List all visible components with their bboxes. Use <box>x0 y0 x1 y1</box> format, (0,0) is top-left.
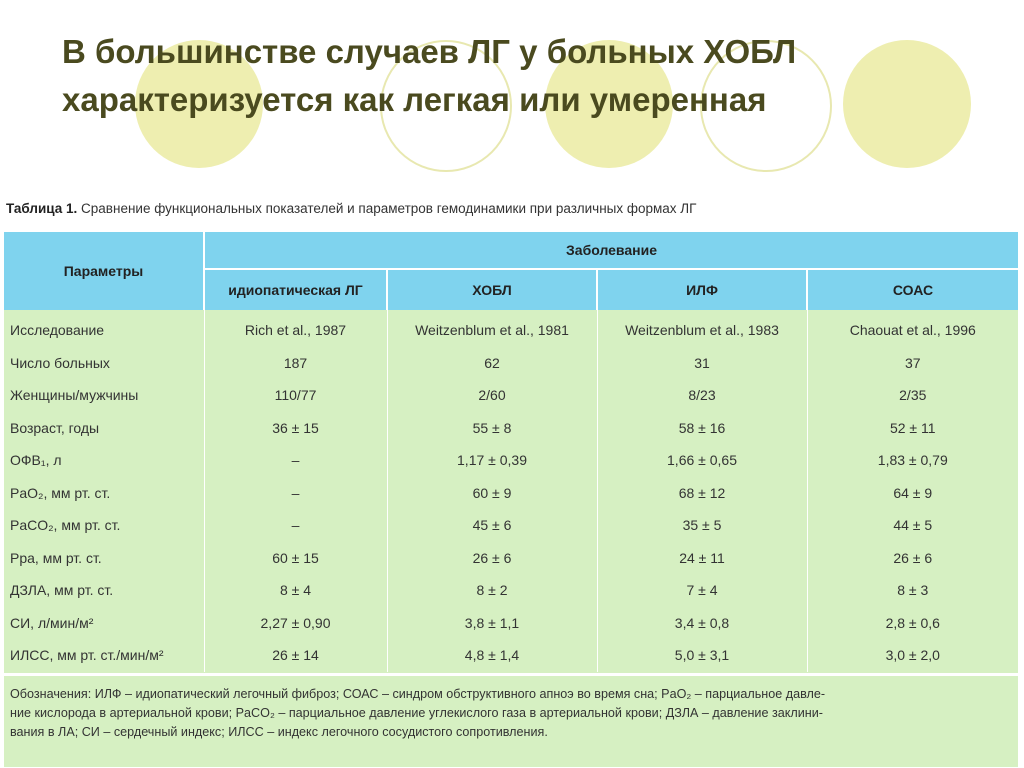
table-row <box>4 412 1018 445</box>
row-label: Ppa, мм рт. ст. <box>4 542 204 575</box>
table-cell: 2/60 <box>387 379 597 412</box>
table-cell: 7 ± 4 <box>597 574 807 607</box>
table-cell: 110/77 <box>204 379 387 412</box>
table-cell: Weitzenblum et al., 1981 <box>387 310 597 347</box>
column-header: ХОБЛ <box>387 269 597 310</box>
table-cell: 2,8 ± 0,6 <box>807 607 1018 640</box>
row-label: Число больных <box>4 347 204 380</box>
row-label: PaCO₂, мм рт. ст. <box>4 509 204 542</box>
table-row <box>4 347 1018 380</box>
table-cell: 37 <box>807 347 1018 380</box>
row-label: Возраст, годы <box>4 412 204 445</box>
caption-label: Таблица 1. <box>6 201 78 216</box>
table-cell: Rich et al., 1987 <box>204 310 387 347</box>
table-cell: 26 ± 6 <box>387 542 597 575</box>
table-cell: – <box>204 477 387 510</box>
table-cell: 4,8 ± 1,4 <box>387 639 597 672</box>
table-cell: 52 ± 11 <box>807 412 1018 445</box>
note-line: Обозначения: ИЛФ – идиопатический легочный фиброз; СОАС – синдром обструктивного апноэ во время сна; PaO₂ – парциальное давле- <box>10 687 826 701</box>
table-cell: 3,4 ± 0,8 <box>597 607 807 640</box>
table-row <box>4 509 1018 542</box>
table-row <box>4 477 1018 510</box>
table-cell: 68 ± 12 <box>597 477 807 510</box>
note-line: ние кислорода в артериальной крови; PaCO₂ – парциальное давление углекислого газа в артериальной крови; ДЗЛА – давление заклини- <box>10 706 823 720</box>
table-cell: 24 ± 11 <box>597 542 807 575</box>
table-row <box>4 379 1018 412</box>
row-label: Женщины/мужчины <box>4 379 204 412</box>
table-cell: 26 ± 6 <box>807 542 1018 575</box>
table-cell: 3,0 ± 2,0 <box>807 639 1018 672</box>
table-cell: 26 ± 14 <box>204 639 387 672</box>
title-line-1: В большинстве случаев ЛГ у больных ХОБЛ <box>62 33 797 70</box>
table-cell: Chaouat et al., 1996 <box>807 310 1018 347</box>
table-cell: 35 ± 5 <box>597 509 807 542</box>
table-cell: 45 ± 6 <box>387 509 597 542</box>
caption-text: Сравнение функциональных показателей и параметров гемодинамики при различных формах ЛГ <box>81 201 697 216</box>
table-cell: Weitzenblum et al., 1983 <box>597 310 807 347</box>
table-cell: 36 ± 15 <box>204 412 387 445</box>
table-row <box>4 607 1018 640</box>
table-cell: 8/23 <box>597 379 807 412</box>
disease-header: Заболевание <box>204 232 1018 269</box>
row-label: ДЗЛА, мм рт. ст. <box>4 574 204 607</box>
column-header: ИЛФ <box>597 269 807 310</box>
column-header: СОАС <box>807 269 1018 310</box>
table-row <box>4 574 1018 607</box>
table-cell: – <box>204 509 387 542</box>
row-label: Исследование <box>4 310 204 347</box>
table-row <box>4 310 1018 347</box>
table-cell: 2,27 ± 0,90 <box>204 607 387 640</box>
table-cell: 8 ± 3 <box>807 574 1018 607</box>
title-line-2: характеризуется как легкая или умеренная <box>62 81 767 118</box>
table-row <box>4 444 1018 477</box>
table-cell: 3,8 ± 1,1 <box>387 607 597 640</box>
row-label: ИЛСС, мм рт. ст./мин/м² <box>4 639 204 672</box>
table-cell: 187 <box>204 347 387 380</box>
table-cell: 44 ± 5 <box>807 509 1018 542</box>
table-cell: 60 ± 15 <box>204 542 387 575</box>
table-caption <box>6 201 696 216</box>
comparison-table-wrap <box>4 232 1018 672</box>
table-cell: 55 ± 8 <box>387 412 597 445</box>
notes-divider <box>4 673 1018 676</box>
params-header: Параметры <box>4 232 204 310</box>
table-cell: 62 <box>387 347 597 380</box>
table-row <box>4 542 1018 575</box>
comparison-table <box>4 232 1018 672</box>
table-cell: 60 ± 9 <box>387 477 597 510</box>
table-cell: 58 ± 16 <box>597 412 807 445</box>
table-cell: 2/35 <box>807 379 1018 412</box>
table-cell: 64 ± 9 <box>807 477 1018 510</box>
column-header: идиопатическая ЛГ <box>204 269 387 310</box>
row-label: СИ, л/мин/м² <box>4 607 204 640</box>
table-row <box>4 639 1018 672</box>
table-cell: – <box>204 444 387 477</box>
slide-title <box>62 28 962 124</box>
table-cell: 1,17 ± 0,39 <box>387 444 597 477</box>
row-label: ОФВ₁, л <box>4 444 204 477</box>
table-cell: 5,0 ± 3,1 <box>597 639 807 672</box>
table-body <box>4 310 1018 672</box>
row-label: PaO₂, мм рт. ст. <box>4 477 204 510</box>
table-cell: 31 <box>597 347 807 380</box>
table-cell: 8 ± 4 <box>204 574 387 607</box>
table-notes <box>4 677 1016 748</box>
table-cell: 1,66 ± 0,65 <box>597 444 807 477</box>
table-cell: 1,83 ± 0,79 <box>807 444 1018 477</box>
note-line: вания в ЛА; СИ – сердечный индекс; ИЛСС – индекс легочного сосудистого сопротивления. <box>10 725 548 739</box>
table-cell: 8 ± 2 <box>387 574 597 607</box>
